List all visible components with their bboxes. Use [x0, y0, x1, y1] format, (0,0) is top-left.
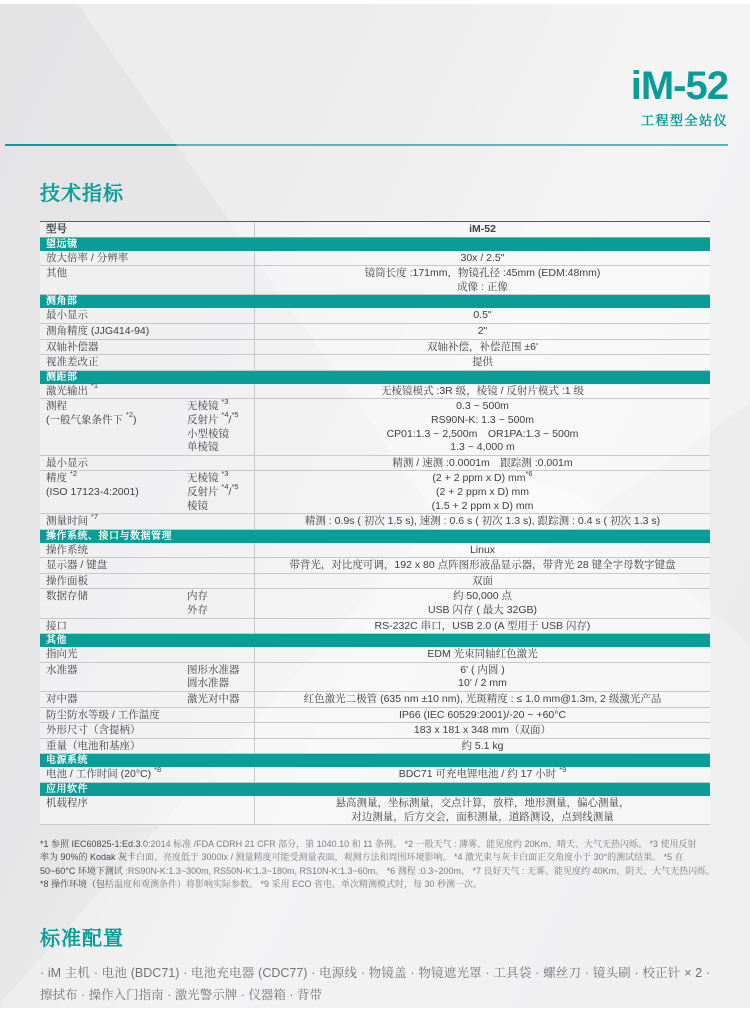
spec-label-line: 操作面板	[46, 574, 88, 587]
spec-value-line: IP66 (IEC 60529:2001)/-20 ~ +60°C	[398, 708, 567, 721]
spec-row	[40, 251, 710, 267]
spec-row-label	[40, 590, 187, 617]
spec-value-line: 带背光，对比度可调，192 x 80 点阵图形液晶显示器，带背光 28 键全字母数字键盘	[289, 559, 676, 572]
spec-row	[40, 764, 710, 783]
spec-row-label-cell	[40, 647, 254, 662]
spec-label-line: 测程	[46, 400, 67, 413]
spec-row-label	[40, 764, 254, 782]
spec-row-label-cell	[40, 692, 254, 707]
spec-row	[40, 543, 710, 559]
spec-row	[40, 647, 710, 663]
spec-row	[40, 723, 710, 739]
spec-sublabel-line: 小型棱镜	[187, 427, 229, 440]
spec-row-value	[254, 308, 710, 323]
spec-row-label	[40, 341, 254, 355]
spec-value-line: 精测 / 速测 :0.0001m 跟踪测 :0.001m	[392, 456, 573, 469]
spec-row-label	[40, 709, 254, 723]
spec-row-label	[40, 267, 254, 294]
spec-value-line: 约 50,000 点	[453, 590, 512, 603]
product-title: iM-52	[630, 64, 728, 108]
spec-row-label	[40, 400, 187, 454]
spec-row-label-cell	[40, 739, 254, 754]
spec-row-label	[40, 559, 254, 573]
spec-value-line: RS90N-K: 1.3 ~ 500m	[430, 413, 534, 426]
spec-row	[40, 468, 710, 514]
spec-sublabel-line: 反射片 $^{*4}$/$^{*5}$	[187, 482, 239, 498]
spec-label-line: (一般气象条件下 $^{*2}$)	[46, 410, 137, 426]
spec-row	[40, 619, 710, 635]
spec-row	[40, 511, 710, 530]
spec-table	[40, 221, 710, 825]
spec-row-value	[254, 543, 710, 558]
spec-label-line: 测量时间 $^{*7}$	[46, 511, 99, 528]
header	[0, 4, 750, 129]
spec-label-line: 指向光	[46, 648, 78, 661]
spec-row-label-cell	[40, 468, 254, 513]
spec-value-line: EDM 光束同轴红色激光	[427, 648, 538, 661]
spec-row-label-cell	[40, 589, 254, 617]
spec-row	[40, 739, 710, 755]
spec-row	[40, 558, 710, 574]
spec-value-line: 0.5"	[473, 309, 492, 322]
spec-sublabel-line: 圆水准器	[187, 677, 229, 690]
spec-label-line: 精度 $^{*2}$	[46, 468, 78, 485]
spec-section-bar: 应用软件	[40, 783, 710, 796]
spec-row-label	[40, 664, 187, 691]
spec-label-line: 最小显示	[46, 309, 88, 322]
spec-value-line: 无棱镜模式 :3R 级，棱镜 / 反射片模式 :1 级	[380, 384, 585, 397]
spec-row	[40, 574, 710, 590]
spec-value-line: 对边测量，后方交会，面积测量，道路测设，点到线测量	[351, 810, 614, 823]
spec-row	[40, 708, 710, 724]
spec-row-label	[40, 544, 254, 558]
tech-specs-title: 技术指标	[40, 183, 124, 205]
spec-value-line: BDC71 可充电锂电池 / 约 17 小时 $^{*9}$	[398, 764, 567, 781]
spec-sublabel-line: 单棱镜	[187, 441, 219, 454]
spec-row-label-cell	[40, 723, 254, 738]
spec-label-line: 数据存储	[46, 590, 88, 603]
spec-row-value	[254, 739, 710, 754]
spec-row	[40, 340, 710, 356]
spec-row-label-cell	[40, 308, 254, 323]
spec-row-sublabels	[187, 590, 254, 617]
spec-row	[40, 355, 710, 371]
spec-row-label-cell	[40, 764, 254, 782]
spec-section-bar: 操作系统、接口与数据管理	[40, 530, 710, 543]
spec-row-label	[40, 325, 254, 339]
spec-value-line: Linux	[469, 543, 496, 556]
spec-value-line: 6' ( 内圆 )	[460, 663, 505, 676]
footnote-line: 率为 90%的 Kodak 灰卡白面、亮度低于 3000lx / 测量精度可能受测量表面，观测方法和周围环境影响。 *4 激光束与灰卡白面正交角度小于 30°的测试结果。 *5 在	[40, 852, 684, 863]
footnote-line: *1 参照 IEC60825-1:Ed.3.0:2014 标准 /FDA CDRH 21 CFR 部分，第 1040.10 和 11 条例。 *2 一般天气 : 薄雾、能见度约 20Km、晴天、大气无热闪烁。 *3 使用反射	[40, 839, 697, 850]
product-subtitle: 工程型全站仪	[640, 113, 728, 128]
spec-row-sublabels	[187, 664, 254, 691]
spec-value-line: 精测 : 0.9s ( 初次 1.5 s), 速测 : 0.6 s ( 初次 1.3 s), 跟踪测 : 0.4 s ( 初次 1.3 s)	[304, 515, 661, 528]
spec-value-line: 提供	[472, 356, 493, 369]
spec-row-label-cell	[40, 251, 254, 266]
spec-section-bar: 测角部	[40, 295, 710, 308]
spec-row-label	[40, 252, 254, 266]
page	[0, 4, 750, 1008]
spec-value-line: 183 x 181 x 348 mm（双面）	[413, 724, 552, 737]
spec-row-label-cell	[40, 558, 254, 573]
spec-value-line: 30x / 2.5"	[460, 251, 505, 264]
spec-sublabel-line: 反射片 $^{*4}$/$^{*5}$	[187, 410, 239, 426]
spec-row-value	[254, 723, 710, 738]
spec-row-value	[254, 692, 710, 707]
spec-label-line: 显示器 / 键盘	[46, 559, 108, 572]
spec-value-line: 红色激光二极管 (635 nm ±10 nm), 光斑精度 : ≤ 1.0 mm@1.3m, 2 级激光产品	[303, 693, 662, 706]
spec-label-line: 机载程序	[46, 797, 88, 809]
spec-row-value	[254, 619, 710, 634]
spec-row	[40, 396, 710, 455]
spec-row-label-cell	[40, 796, 254, 824]
spec-value-line: 悬高测量，坐标测量，交点计算，放样，地形测量，偏心测量，	[335, 797, 630, 809]
spec-row-value	[254, 708, 710, 723]
spec-sublabel-line: 无棱镜 $^{*3}$	[187, 396, 229, 413]
spec-section-bar: 望远镜	[40, 238, 710, 251]
spec-row-value	[254, 647, 710, 662]
spec-value-line: USB 闪存 ( 最大 32GB)	[427, 604, 538, 617]
spec-label-line: 最小显示	[46, 456, 88, 469]
spec-row-value	[254, 558, 710, 573]
spec-row-label-cell	[40, 396, 254, 454]
spec-row-label	[40, 575, 254, 589]
spec-sublabel-line: 激光对中器	[187, 693, 240, 706]
spec-label-line: 视准差改正	[46, 356, 99, 369]
spec-value-line: 0.3 ~ 500m	[456, 400, 509, 413]
spec-label-line: 激光输出 $^{*1}$	[46, 381, 99, 397]
spec-row-value	[254, 251, 710, 266]
spec-label-line: 水准器	[46, 663, 78, 676]
spec-row	[40, 308, 710, 324]
spec-row-value	[254, 468, 710, 513]
spec-row-value	[254, 796, 710, 824]
spec-label-line: 测角精度 (JJG414-94)	[46, 324, 150, 337]
spec-row	[40, 222, 710, 238]
spec-sublabel-line: 内存	[187, 590, 208, 603]
spec-sublabel-line: 无棱镜 $^{*3}$	[187, 468, 229, 485]
spec-value-line: 1.3 ~ 4,000 m	[450, 441, 515, 454]
spec-sublabel-line: 图形水准器	[187, 663, 240, 676]
spec-value-line: 10' / 2 mm	[458, 677, 507, 690]
spec-row-value	[254, 589, 710, 617]
spec-row-value	[254, 266, 710, 294]
spec-label-line: (ISO 17123-4:2001)	[46, 485, 139, 498]
spec-row-label	[40, 356, 254, 370]
spec-row-label-cell	[40, 355, 254, 370]
spec-label-line: 其他	[46, 267, 67, 280]
spec-value-line: (2 + 2 ppm x D) $mm^{*6}$	[432, 468, 533, 485]
spec-value-line: (1.5 + 2 ppm x D) mm	[431, 499, 534, 512]
spec-row-value	[254, 514, 710, 529]
spec-value-line: iM-52	[469, 223, 496, 235]
spec-row-value	[254, 222, 710, 237]
spec-row-label-cell	[40, 222, 254, 237]
spec-row-label	[40, 693, 187, 707]
spec-row-label	[40, 797, 254, 824]
spec-row-value	[254, 764, 710, 782]
spec-row-value	[254, 340, 710, 355]
spec-label-line: 外形尺寸（含提柄）	[46, 724, 141, 737]
spec-row-sublabels	[187, 396, 254, 454]
spec-label-line: 接口	[46, 619, 67, 632]
spec-row-value	[254, 399, 710, 454]
spec-label-line: 防尘防水等级 / 工作温度	[46, 708, 160, 721]
spec-row-label	[40, 309, 254, 323]
spec-sublabel-line: 棱镜	[187, 499, 208, 512]
spec-section-bar: 其他	[40, 634, 710, 647]
spec-row-label-cell	[40, 574, 254, 589]
spec-value-line: 成像 : 正像	[457, 280, 508, 293]
spec-row-label	[40, 468, 187, 513]
standard-config-items: · iM 主机 · 电池 (BDC71) · 电池充电器 (CDC77) · 电源线 · 物镜盖 · 物镜遮光罩 · 工具袋 · 螺丝刀 · 镜头刷 · 校正针 × 2 · 擦拭布 · 操作入门指南 · 激光警示牌 · 仪器箱 · 背带	[40, 966, 710, 1002]
spec-row-label-cell	[40, 708, 254, 723]
spec-value-line: 双面	[472, 574, 493, 587]
spec-row	[40, 589, 710, 618]
spec-row-label-cell	[40, 266, 254, 294]
spec-value-line: 约 5.1 kg	[461, 739, 504, 752]
spec-row-label	[40, 223, 254, 237]
spec-label-line: 放大倍率 / 分辨率	[46, 251, 129, 264]
spec-row	[40, 692, 710, 708]
spec-row-value	[254, 574, 710, 589]
spec-row-value	[254, 384, 710, 399]
spec-label-line: 操作系统	[46, 543, 88, 556]
spec-value-line: 2"	[477, 324, 488, 337]
spec-row-label-cell	[40, 543, 254, 558]
spec-row	[40, 266, 710, 295]
spec-label-line: 重量（电池和基座）	[46, 739, 141, 752]
spec-value-line: 镜筒长度 :171mm，物镜孔径 :45mm (EDM:48mm)	[364, 267, 601, 280]
spec-row-label-cell	[40, 340, 254, 355]
spec-row-value	[254, 324, 710, 339]
spec-row-label	[40, 648, 254, 662]
spec-row-label-cell	[40, 619, 254, 634]
spec-row	[40, 796, 710, 825]
spec-row-value	[254, 663, 710, 691]
spec-row-label-cell	[40, 324, 254, 339]
spec-label-line: 双轴补偿器	[46, 340, 99, 353]
spec-row-label	[40, 724, 254, 738]
spec-row-value	[254, 355, 710, 370]
spec-row	[40, 663, 710, 692]
spec-sublabel-line: 外存	[187, 604, 208, 617]
spec-section-bar: 电源系统	[40, 754, 710, 767]
spec-row-label-cell	[40, 663, 254, 691]
spec-label-line: 对中器	[46, 693, 78, 706]
footnote-line: 50~60°C 环境下测试 :RS90N-K:1.3~300m, RS50N-K:1.3~180m, RS10N-K:1.3~60m。 *6 测程 :0.3~200m。 *7 良好天气 : 无雾、能见度约 40Km、阴天、大气无热闪烁。	[40, 865, 716, 876]
spec-row-label	[40, 740, 254, 754]
spec-label-line: 电池 / 工作时间 (20°C) $^{*8}$	[46, 764, 162, 781]
spec-row	[40, 456, 710, 472]
spec-row-value	[254, 456, 710, 471]
spec-value-line: (2 + 2 ppm x D) mm	[435, 485, 530, 498]
spec-row-label	[40, 620, 254, 634]
spec-value-line: 双轴补偿，补偿范围 ±6'	[426, 340, 539, 353]
spec-label-line: 型号	[46, 223, 67, 235]
spec-row-sublabels	[187, 693, 254, 707]
standard-config-title: 标准配置	[40, 928, 124, 950]
spec-section-bar: 测距部	[40, 371, 710, 384]
spec-value-line: RS-232C 串口，USB 2.0 (A 型用于 USB 闪存)	[374, 619, 591, 632]
spec-row-label	[40, 511, 254, 529]
spec-row-sublabels	[187, 468, 254, 513]
spec-row-label-cell	[40, 511, 254, 529]
footnote-line: *8 操作环境（包括温度和观测条件）将影响实际参数。 *9 采用 ECO 省电、单次精测模式时，每 30 秒测一次。	[40, 878, 483, 889]
spec-row	[40, 381, 710, 400]
spec-value-line: CP01:1.3 ~ 2,500m OR1PA:1.3 ~ 500m	[386, 427, 579, 440]
spec-row	[40, 324, 710, 340]
